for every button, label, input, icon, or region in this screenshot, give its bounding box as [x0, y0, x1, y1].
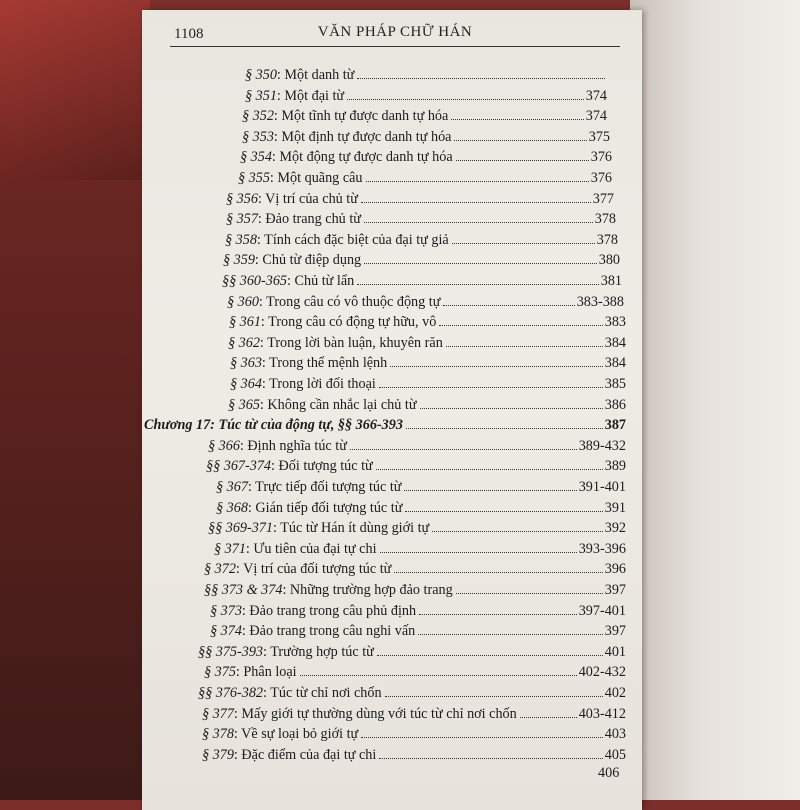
- toc-entry-title: : Phân loại: [235, 664, 297, 681]
- toc-entry: [216, 479, 626, 496]
- toc-entry-title: : Một danh từ: [276, 67, 355, 83]
- dot-leader: [376, 469, 603, 470]
- toc-section-number: § 366: [208, 437, 240, 454]
- toc-section-number: § 373: [210, 602, 242, 619]
- toc-section-number: § 354: [240, 149, 272, 166]
- toc-page-number: 393-396: [578, 540, 626, 557]
- dot-leader: [379, 387, 603, 388]
- toc-page-number: 401: [604, 643, 626, 660]
- toc-entry: [202, 726, 626, 743]
- dot-leader: [456, 593, 603, 594]
- toc-entry: [227, 294, 624, 311]
- toc-page-number: 397-401: [578, 602, 626, 619]
- toc-entry: [206, 458, 626, 475]
- toc-page-number: 389: [604, 458, 626, 475]
- dot-leader: [357, 284, 598, 285]
- toc-page-number: 386: [604, 396, 626, 413]
- toc-entry-title: : Đảo trang chủ từ: [257, 211, 361, 228]
- dot-leader: [379, 758, 602, 759]
- toc-entry-title: : Những trường hợp đảo trang: [282, 582, 453, 598]
- dot-leader: [451, 119, 583, 120]
- book-page: [142, 10, 642, 810]
- toc-section-number: §§ 375-393: [198, 643, 264, 660]
- toc-entry: [245, 88, 607, 105]
- dot-leader: [361, 202, 591, 203]
- toc-entry: [226, 211, 616, 228]
- toc-page-number: 402: [604, 685, 626, 701]
- toc-section-number: § 350: [245, 67, 277, 83]
- toc-page-number: 406: [598, 765, 620, 782]
- running-title: VĂN PHÁP CHỮ HÁN: [317, 24, 473, 40]
- toc-section-number: § 362: [228, 334, 260, 351]
- toc-entry: [204, 582, 626, 599]
- dot-leader: [446, 346, 603, 347]
- dot-leader: [361, 737, 603, 738]
- toc-section-number: § 367: [216, 479, 248, 495]
- toc-entry: [202, 747, 626, 764]
- toc-entry-title: : Gián tiếp đối tượng túc từ: [247, 499, 403, 516]
- toc-section-number: § 351: [245, 87, 277, 104]
- toc-entry-title: : Định nghĩa túc từ: [239, 437, 347, 454]
- toc-entry-title: : Trường hợp túc từ: [263, 643, 374, 660]
- toc-section-number: § 378: [202, 726, 234, 743]
- toc-section-number: § 357: [226, 211, 258, 228]
- dot-leader: [350, 449, 577, 450]
- toc-page-number: 383-388: [576, 293, 624, 310]
- toc-page-number: 397: [604, 582, 626, 598]
- page-number: 1108: [174, 26, 204, 42]
- toc-page-number: 374: [585, 87, 607, 104]
- toc-page-number: 376: [590, 170, 612, 186]
- toc-entry-title: : Trong câu có vô thuộc động tự: [258, 293, 441, 310]
- dot-leader: [439, 325, 602, 326]
- toc-page-number: 403: [604, 726, 626, 743]
- toc-entry-title: : Vị trí của đối tượng túc từ: [235, 561, 392, 578]
- dot-leader: [385, 696, 603, 697]
- toc-section-number: § 352: [242, 108, 274, 125]
- toc-page-number: 378: [594, 211, 616, 228]
- dot-leader: [452, 243, 595, 244]
- toc-section-number: § 356: [226, 190, 258, 207]
- dot-leader: [364, 222, 593, 223]
- toc-entry-title: : Túc từ chỉ nơi chốn: [263, 685, 382, 701]
- toc-section-number: § 360: [227, 293, 259, 310]
- dot-leader: [420, 408, 603, 409]
- toc-page-number: 397: [604, 623, 626, 640]
- dot-leader: [390, 366, 602, 367]
- toc-entry: [230, 355, 626, 372]
- toc-entry-title: : Một động tự được danh tự hóa: [271, 149, 453, 166]
- dot-leader: [380, 552, 577, 553]
- toc-entry: [225, 232, 618, 249]
- toc-entry-title: : Trong thể mệnh lệnh: [261, 355, 388, 372]
- dot-leader: [357, 78, 605, 79]
- toc-section-number: §§ 360-365: [222, 273, 288, 289]
- dot-leader: [347, 99, 584, 100]
- toc-entry-title: : Đảo trang trong câu phủ định: [241, 602, 417, 619]
- toc-entry: [208, 438, 626, 455]
- dot-leader: [456, 160, 589, 161]
- toc-page-number: 405: [604, 746, 626, 763]
- toc-page-number: 383: [604, 314, 626, 331]
- toc-section-number: Chương 17: Túc từ của động tự, §§ 366-393: [144, 417, 403, 434]
- dot-leader: [432, 531, 602, 532]
- toc-section-number: §§ 376-382: [198, 685, 264, 701]
- toc-page-number: 387: [604, 417, 626, 434]
- toc-entry: [226, 191, 614, 208]
- toc-entry: [204, 561, 626, 578]
- toc-page-number: 391-401: [578, 479, 626, 495]
- toc-section-number: § 361: [229, 314, 261, 331]
- toc-section-number: § 379: [202, 746, 234, 763]
- toc-entry-title: : Đối tượng túc từ: [271, 458, 373, 475]
- dot-leader: [405, 511, 602, 512]
- toc-page-number: 391: [604, 499, 626, 516]
- toc-entry: [228, 397, 626, 414]
- toc-page-number: 380: [598, 252, 620, 269]
- dot-leader: [454, 140, 586, 141]
- dot-leader: [366, 181, 589, 182]
- toc-section-number: §§ 369-371: [208, 520, 274, 537]
- toc-page-number: 396: [604, 561, 626, 578]
- toc-section-number: §§ 367-374: [206, 458, 272, 475]
- dot-leader: [404, 490, 576, 491]
- toc-section-number: § 353: [242, 128, 274, 145]
- dot-leader: [364, 263, 597, 264]
- toc-page-number: 384: [604, 355, 626, 372]
- dot-leader: [418, 634, 602, 635]
- toc-entry-title: : Về sự loại bỏ giới tự: [233, 726, 359, 743]
- toc-page-number: 385: [604, 376, 626, 392]
- toc-entry-title: : Không cần nhắc lại chủ từ: [259, 396, 417, 413]
- toc-page-number: 376: [590, 149, 612, 166]
- dot-leader: [443, 305, 574, 306]
- toc-entry-title: : Trong lời bàn luận, khuyên răn: [259, 334, 443, 351]
- toc-page-number: 375: [588, 128, 610, 145]
- toc-entry: [242, 129, 610, 146]
- toc-entry: [228, 335, 626, 352]
- dot-leader: [419, 614, 577, 615]
- toc-entry: [210, 603, 626, 620]
- toc-entry-title: : Một định tự được danh tự hóa: [273, 128, 452, 145]
- toc-page-number: 377: [592, 190, 614, 207]
- toc-entry: [240, 149, 612, 166]
- toc-page-number: 374: [585, 108, 607, 125]
- toc-page-number: 389-432: [578, 437, 626, 454]
- toc-page-number: 378: [596, 231, 618, 248]
- toc-section-number: § 365: [228, 396, 260, 413]
- toc-entry-title: : Túc từ Hán ít dùng giới tự: [273, 520, 430, 537]
- dot-leader: [300, 675, 577, 676]
- dot-leader: [394, 572, 602, 573]
- toc-page-number: 381: [600, 273, 622, 289]
- dot-leader: [520, 717, 577, 718]
- toc-entry: [222, 273, 622, 290]
- toc-entry-title: : Mấy giới tự thường dùng với túc từ chỉ nơi chốn: [233, 705, 517, 722]
- toc-entry-title: : Đặc điểm của đại tự chi: [233, 746, 377, 763]
- toc-entry-title: : Tính cách đặc biệt của đại tự giả: [256, 231, 449, 248]
- toc-entry-title: : Một tĩnh tự được danh tự hóa: [273, 108, 449, 125]
- toc-entry-title: : Một đại từ: [276, 87, 345, 104]
- toc-entry: [198, 644, 626, 661]
- toc-entry: [214, 541, 626, 558]
- toc-entry: [230, 376, 626, 393]
- toc-section-number: § 355: [238, 170, 270, 186]
- chapter-heading: [144, 417, 626, 434]
- toc-page-number: 384: [604, 334, 626, 351]
- toc-entry: [245, 67, 607, 84]
- toc-entry: [210, 623, 626, 640]
- toc-entry: [202, 706, 626, 723]
- toc-section-number: § 363: [230, 355, 262, 372]
- toc-entry: [204, 664, 626, 681]
- toc-page-number: 402-432: [578, 664, 626, 681]
- toc-entry-title: : Đảo trang trong câu nghi vấn: [241, 623, 416, 640]
- toc-entry-title: : Vị trí của chủ từ: [257, 190, 358, 207]
- toc-entry-title: : Chủ từ điệp dụng: [254, 252, 362, 269]
- toc-entry-title: : Chủ từ lẩn: [287, 273, 355, 289]
- toc-entry: [242, 108, 607, 125]
- toc-entry: [229, 314, 626, 331]
- toc-entry: [223, 252, 620, 269]
- toc-entry: [208, 520, 626, 537]
- table-of-contents: [142, 10, 642, 810]
- toc-section-number: § 368: [216, 499, 248, 516]
- background-red-book: [0, 0, 150, 180]
- toc-section-number: § 364: [230, 376, 262, 392]
- toc-page-number: 403-412: [578, 705, 626, 722]
- toc-section-number: § 358: [225, 231, 257, 248]
- toc-entry-title: : Một quãng câu: [269, 170, 363, 186]
- dot-leader: [377, 655, 603, 656]
- background-adjacent-page: [630, 0, 800, 800]
- toc-section-number: § 375: [204, 664, 236, 681]
- toc-section-number: § 359: [223, 252, 255, 269]
- toc-section-number: §§ 373 & 374: [204, 582, 283, 598]
- toc-section-number: § 377: [202, 705, 234, 722]
- background-dark-left: [0, 180, 150, 800]
- dot-leader: [406, 428, 603, 429]
- toc-entry-title: : Trong lời đối thoại: [261, 376, 376, 392]
- toc-section-number: § 372: [204, 561, 236, 578]
- toc-page-number: 392: [604, 520, 626, 537]
- toc-section-number: § 374: [210, 623, 242, 640]
- toc-entry: [216, 500, 626, 517]
- toc-entry: [238, 170, 612, 187]
- toc-section-number: § 371: [214, 540, 246, 557]
- toc-entry: [198, 685, 626, 702]
- toc-entry-title: : Ưu tiên của đại tự chi: [245, 540, 377, 557]
- toc-entry-title: : Trong câu có động tự hữu, vô: [260, 314, 437, 331]
- toc-entry-title: : Trực tiếp đối tượng túc từ: [247, 479, 402, 495]
